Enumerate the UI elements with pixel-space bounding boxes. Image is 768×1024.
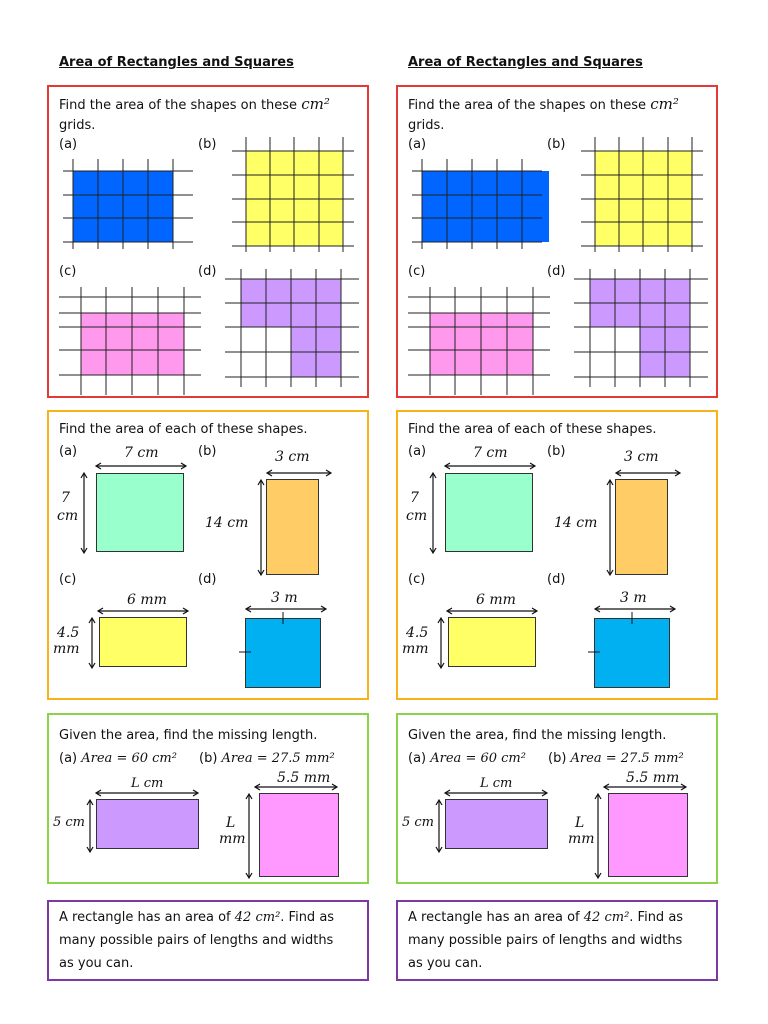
area-a-value: Area = 60 cm² — [430, 751, 526, 766]
pairs-area-value: 42 cm² — [583, 910, 630, 925]
grid-shape-a — [63, 159, 193, 249]
pairs-area-value: 42 cm² — [234, 910, 281, 925]
square-missing-b — [608, 793, 688, 877]
measured-area-card — [47, 410, 369, 700]
width-label-c: 6 mm — [476, 592, 516, 608]
pairs-line1 — [59, 910, 334, 925]
label-b: (b) — [198, 137, 217, 152]
grid-shape-b — [581, 137, 703, 252]
measured-prompt: Find the area of each of these shapes. — [59, 422, 308, 437]
tick-marks-d — [588, 612, 678, 692]
width-label-a: 7 cm — [473, 445, 508, 461]
area-a-line — [408, 751, 526, 766]
pairs-line2: many possible pairs of lengths and widths — [59, 933, 334, 948]
grid-shape-d — [225, 269, 359, 387]
width-label-missing-a: L cm — [480, 776, 513, 791]
measured-area-card — [396, 410, 718, 700]
height-num-c: 4.5 — [57, 625, 80, 641]
label-b: (b) — [547, 444, 566, 459]
tick-marks-d — [239, 612, 329, 692]
height-letter-missing-b: L — [226, 815, 236, 831]
grid-shape-a — [412, 159, 542, 249]
height-unit-a: cm — [57, 508, 79, 524]
label-d: (d) — [198, 572, 217, 587]
pairs-line1 — [408, 910, 683, 925]
height-label-b: 14 cm — [554, 515, 598, 531]
pairs-line3: as you can. — [408, 956, 483, 971]
pairs-line1-post: . Find as — [280, 910, 335, 925]
grid-prompt-line2: grids. — [408, 118, 445, 133]
pairs-line1-pre: A rectangle has an area of — [408, 910, 580, 925]
missing-length-card — [47, 713, 369, 884]
label-a: (a) — [59, 444, 78, 459]
width-label-d: 3 m — [271, 590, 298, 606]
pairs-problem-card — [396, 900, 718, 981]
label-c: (c) — [408, 264, 426, 279]
grid-shape-b — [232, 137, 354, 252]
rectangle-b — [266, 479, 319, 575]
width-label-missing-b: 5.5 mm — [277, 770, 331, 786]
height-unit-c: mm — [53, 641, 80, 657]
width-label-b: 3 cm — [275, 449, 310, 465]
grid-prompt-line2: grids. — [59, 118, 96, 133]
label-a: (a) — [408, 137, 427, 152]
height-unit-a: cm — [406, 508, 428, 524]
height-unit-missing-b: mm — [568, 831, 595, 847]
height-label-missing-a: 5 cm — [53, 815, 86, 830]
height-label-b: 14 cm — [205, 515, 249, 531]
label-d: (d) — [547, 264, 566, 279]
label-d: (d) — [198, 264, 217, 279]
pairs-line3: as you can. — [59, 956, 134, 971]
width-label-missing-a: L cm — [131, 776, 164, 791]
area-b-line — [199, 751, 335, 766]
label-a: (a) — [59, 137, 78, 152]
worksheet-title: Area of Rectangles and Squares — [59, 55, 294, 70]
height-num-a: 7 — [61, 490, 70, 506]
worksheet-left — [47, 0, 369, 1024]
area-a-line — [59, 751, 177, 766]
rectangle-a — [96, 473, 184, 552]
height-num-a: 7 — [410, 490, 419, 506]
grid-shape-d — [574, 269, 708, 387]
label-d: (d) — [547, 572, 566, 587]
grid-prompt-text: Find the area of the shapes on these — [408, 98, 647, 113]
grid-shape-c — [408, 287, 550, 395]
label-b: (b) — [548, 751, 567, 766]
measured-prompt: Find the area of each of these shapes. — [408, 422, 657, 437]
missing-prompt: Given the area, find the missing length. — [59, 728, 318, 743]
height-num-c: 4.5 — [406, 625, 429, 641]
missing-length-card — [396, 713, 718, 884]
pairs-line2: many possible pairs of lengths and widths — [408, 933, 683, 948]
rectangle-missing-a — [96, 799, 199, 849]
area-b-line — [548, 751, 684, 766]
pairs-problem-card — [47, 900, 369, 981]
worksheet-right — [396, 0, 718, 1024]
area-b-value: Area = 27.5 mm² — [570, 751, 684, 766]
label-b: (b) — [547, 137, 566, 152]
rectangle-a — [445, 473, 533, 552]
grid-prompt — [408, 95, 679, 113]
width-label-a: 7 cm — [124, 445, 159, 461]
rectangle-c — [99, 617, 187, 667]
rectangle-b — [615, 479, 668, 575]
area-b-value: Area = 27.5 mm² — [221, 751, 335, 766]
width-label-b: 3 cm — [624, 449, 659, 465]
label-c: (c) — [408, 572, 426, 587]
width-label-missing-b: 5.5 mm — [626, 770, 680, 786]
label-a: (a) — [408, 751, 427, 766]
height-unit-c: mm — [402, 641, 429, 657]
grid-prompt-text: Find the area of the shapes on these — [59, 98, 298, 113]
grid-prompt — [59, 95, 330, 113]
label-b: (b) — [199, 751, 218, 766]
height-letter-missing-b: L — [575, 815, 585, 831]
grid-area-card — [396, 85, 718, 398]
grid-prompt-unit: cm² — [650, 95, 679, 113]
square-missing-b — [259, 793, 339, 877]
width-label-c: 6 mm — [127, 592, 167, 608]
label-a: (a) — [59, 751, 78, 766]
label-b: (b) — [198, 444, 217, 459]
rectangle-missing-a — [445, 799, 548, 849]
pairs-line1-pre: A rectangle has an area of — [59, 910, 231, 925]
label-c: (c) — [59, 264, 77, 279]
pairs-line1-post: . Find as — [629, 910, 684, 925]
label-a: (a) — [408, 444, 427, 459]
missing-prompt: Given the area, find the missing length. — [408, 728, 667, 743]
rectangle-c — [448, 617, 536, 667]
grid-area-card — [47, 85, 369, 398]
width-label-d: 3 m — [620, 590, 647, 606]
area-a-value: Area = 60 cm² — [81, 751, 177, 766]
grid-shape-c — [59, 287, 201, 395]
height-unit-missing-b: mm — [219, 831, 246, 847]
grid-prompt-unit: cm² — [301, 95, 330, 113]
worksheet-title: Area of Rectangles and Squares — [408, 55, 643, 70]
label-c: (c) — [59, 572, 77, 587]
height-label-missing-a: 5 cm — [402, 815, 435, 830]
